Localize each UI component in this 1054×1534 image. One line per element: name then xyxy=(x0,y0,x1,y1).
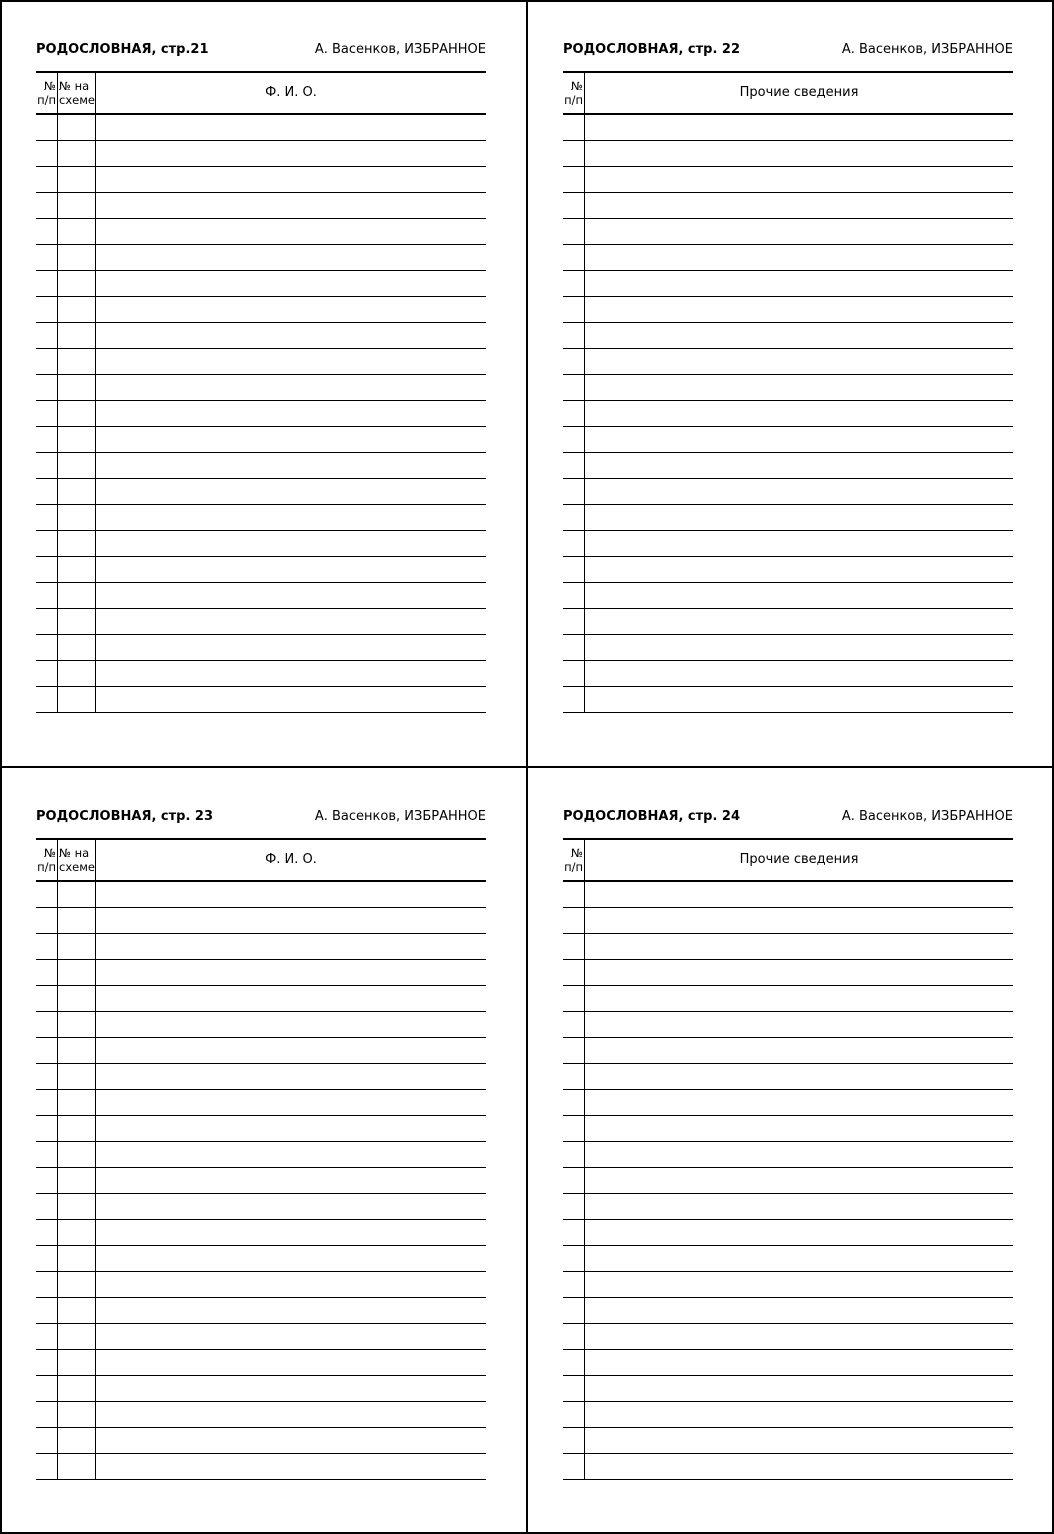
header-number: № п/п xyxy=(564,79,583,107)
table-row xyxy=(36,907,486,908)
table-row xyxy=(563,218,1013,219)
table-row xyxy=(36,244,486,245)
table-row xyxy=(563,348,1013,349)
page-author: А. Васенков, ИЗБРАННОЕ xyxy=(314,42,486,57)
page-title: РОДОСЛОВНАЯ, стр. 22 xyxy=(563,42,741,57)
table-row xyxy=(36,478,486,479)
table-row xyxy=(563,322,1013,323)
table-row xyxy=(36,1011,486,1012)
table-row xyxy=(36,1323,486,1324)
table-row xyxy=(563,686,1013,687)
table-row xyxy=(563,140,1013,141)
table-row xyxy=(36,959,486,960)
table-row xyxy=(36,1167,486,1168)
table-row xyxy=(36,1245,486,1246)
table-row xyxy=(563,933,1013,934)
page-title: РОДОСЛОВНАЯ, стр. 23 xyxy=(36,809,214,824)
table-row xyxy=(563,959,1013,960)
header-other-info: Прочие сведения xyxy=(739,85,859,100)
table-row xyxy=(563,478,1013,479)
table-row xyxy=(36,140,486,141)
header-top-rule xyxy=(36,838,486,840)
page-title: РОДОСЛОВНАЯ, стр. 24 xyxy=(563,809,741,824)
table-row xyxy=(563,1375,1013,1376)
column-divider xyxy=(95,840,96,1480)
table-row xyxy=(36,400,486,401)
header-scheme-number: № на схеме xyxy=(59,846,95,874)
table-row xyxy=(563,270,1013,271)
column-divider xyxy=(57,73,58,713)
table-row xyxy=(36,1401,486,1402)
table-row xyxy=(563,556,1013,557)
header-bottom-rule xyxy=(36,113,486,115)
table-row xyxy=(36,1297,486,1298)
table-row xyxy=(36,530,486,531)
table-row xyxy=(563,452,1013,453)
table-row xyxy=(563,985,1013,986)
header-number: № п/п xyxy=(37,846,56,874)
table-row xyxy=(563,907,1013,908)
table-row xyxy=(563,1089,1013,1090)
table-row xyxy=(563,1037,1013,1038)
column-divider xyxy=(584,840,585,1480)
table-row xyxy=(563,1063,1013,1064)
table-row xyxy=(563,1141,1013,1142)
table-row xyxy=(36,348,486,349)
table-row xyxy=(563,1219,1013,1220)
column-divider xyxy=(95,73,96,713)
table-row xyxy=(563,374,1013,375)
page-author: А. Васенков, ИЗБРАННОЕ xyxy=(841,809,1013,824)
header-bottom-rule xyxy=(563,880,1013,882)
column-divider xyxy=(57,840,58,1480)
table-row xyxy=(563,1167,1013,1168)
table-row xyxy=(563,1271,1013,1272)
table-row xyxy=(563,296,1013,297)
table-row xyxy=(36,1193,486,1194)
table-row xyxy=(563,1349,1013,1350)
table-row xyxy=(563,1297,1013,1298)
table-row xyxy=(36,504,486,505)
table-row xyxy=(36,1427,486,1428)
page-22 xyxy=(527,0,1053,766)
table-row xyxy=(563,1401,1013,1402)
header-number: № п/п xyxy=(37,79,56,107)
table-row xyxy=(36,1141,486,1142)
table-row xyxy=(36,296,486,297)
table-row xyxy=(563,1323,1013,1324)
table-row xyxy=(36,686,486,687)
table-row xyxy=(563,634,1013,635)
table-row xyxy=(36,1063,486,1064)
table-row xyxy=(36,1375,486,1376)
header-top-rule xyxy=(36,71,486,73)
page-24 xyxy=(527,767,1053,1533)
table-row xyxy=(36,1115,486,1116)
table-row xyxy=(563,712,1013,713)
table-row xyxy=(36,322,486,323)
table-row xyxy=(36,634,486,635)
table-row xyxy=(36,582,486,583)
table-row xyxy=(563,1453,1013,1454)
table-row xyxy=(563,1115,1013,1116)
table-row xyxy=(563,1245,1013,1246)
table-row xyxy=(563,530,1013,531)
table-row xyxy=(563,504,1013,505)
table-row xyxy=(563,400,1013,401)
table-row xyxy=(36,985,486,986)
header-fio: Ф. И. О. xyxy=(265,85,317,100)
table-row xyxy=(36,1479,486,1480)
table-row xyxy=(563,1193,1013,1194)
table-row xyxy=(563,192,1013,193)
page-author: А. Васенков, ИЗБРАННОЕ xyxy=(314,809,486,824)
table-row xyxy=(36,1453,486,1454)
table-row xyxy=(36,218,486,219)
table-row xyxy=(563,426,1013,427)
table-row xyxy=(563,1011,1013,1012)
table-row xyxy=(36,452,486,453)
header-other-info: Прочие сведения xyxy=(739,852,859,867)
header-scheme-number: № на схеме xyxy=(59,79,95,107)
column-divider xyxy=(584,73,585,713)
table-row xyxy=(563,660,1013,661)
table-row xyxy=(563,244,1013,245)
table-row xyxy=(563,608,1013,609)
header-number: № п/п xyxy=(564,846,583,874)
table-row xyxy=(36,556,486,557)
table-row xyxy=(36,1037,486,1038)
header-fio: Ф. И. О. xyxy=(265,852,317,867)
table-row xyxy=(563,1479,1013,1480)
page-23 xyxy=(0,767,526,1533)
header-bottom-rule xyxy=(563,113,1013,115)
table-row xyxy=(36,1271,486,1272)
table-row xyxy=(36,1349,486,1350)
page-21 xyxy=(0,0,526,766)
header-top-rule xyxy=(563,71,1013,73)
table-row xyxy=(36,1089,486,1090)
header-top-rule xyxy=(563,838,1013,840)
table-row xyxy=(563,166,1013,167)
table-row xyxy=(563,582,1013,583)
table-row xyxy=(36,426,486,427)
page-title: РОДОСЛОВНАЯ, стр.21 xyxy=(36,42,209,57)
table-row xyxy=(36,660,486,661)
table-row xyxy=(36,608,486,609)
table-row xyxy=(36,166,486,167)
table-row xyxy=(36,270,486,271)
table-row xyxy=(36,1219,486,1220)
table-row xyxy=(36,192,486,193)
table-row xyxy=(563,1427,1013,1428)
table-row xyxy=(36,933,486,934)
header-bottom-rule xyxy=(36,880,486,882)
page-author: А. Васенков, ИЗБРАННОЕ xyxy=(841,42,1013,57)
table-row xyxy=(36,712,486,713)
table-row xyxy=(36,374,486,375)
